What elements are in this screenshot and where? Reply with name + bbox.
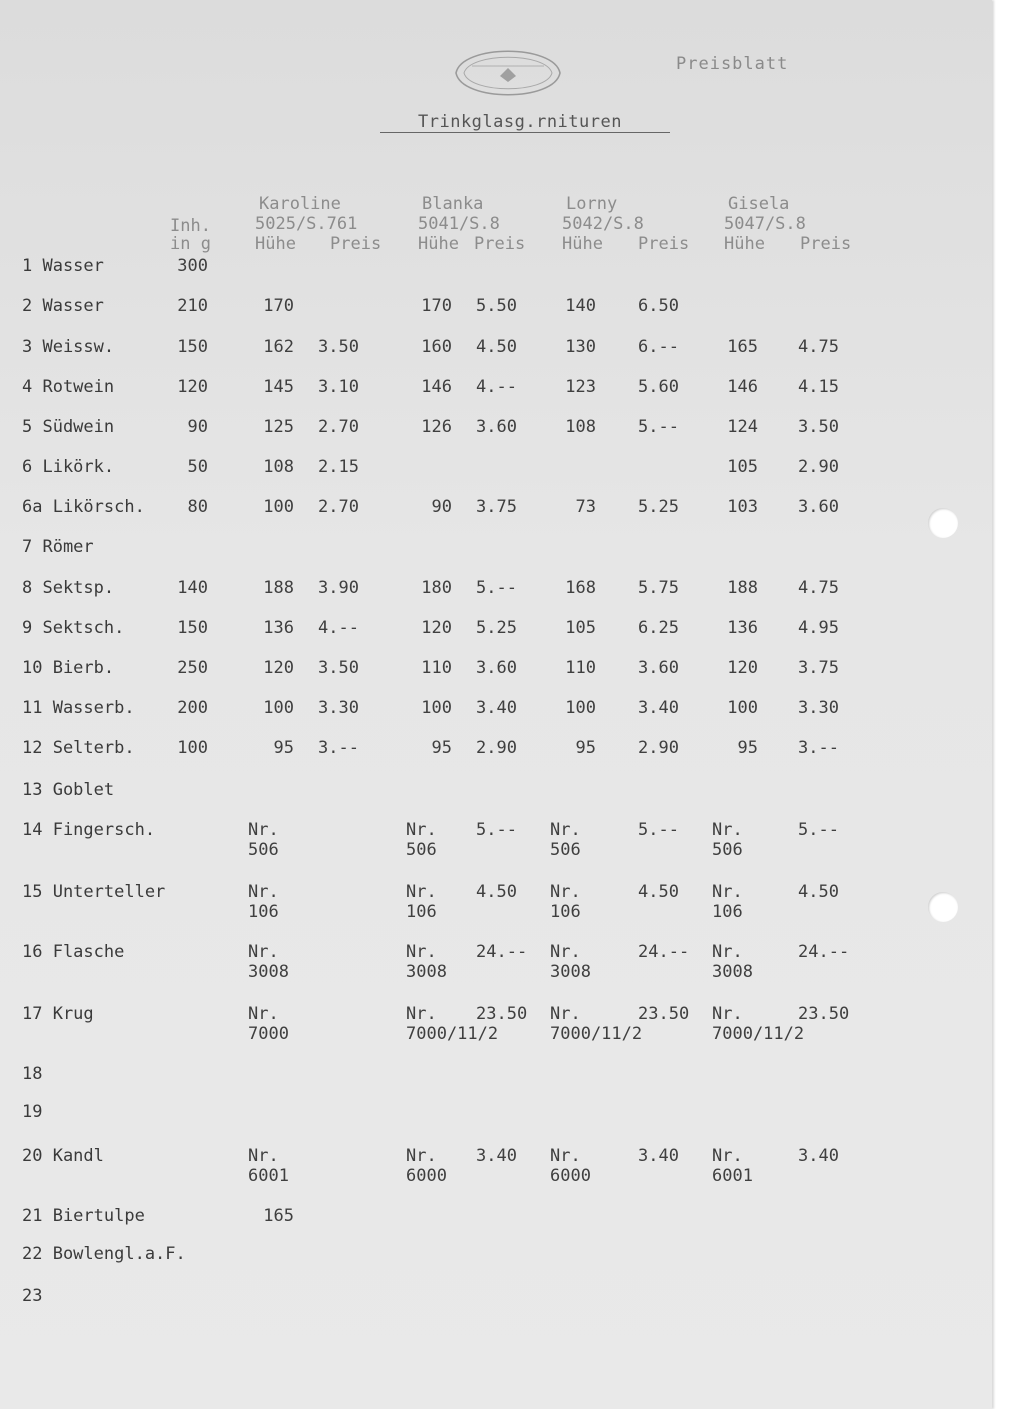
punch-hole-bottom: [928, 892, 958, 922]
row-label: 22 Bowlengl.a.F.: [22, 1244, 186, 1264]
row-label: 7 Römer: [22, 537, 94, 557]
preis-value: 4.50: [476, 337, 517, 357]
inh-value: 300: [177, 256, 208, 276]
group-name: Blanka: [422, 194, 484, 214]
preis-value: 3.50: [318, 658, 359, 678]
row-label: 4 Rotwein: [22, 377, 115, 397]
row-label: 20 Kandl: [22, 1146, 104, 1166]
row-label: 12 Selterb.: [22, 738, 135, 758]
preis-value: 5.25: [638, 497, 679, 517]
preis-value: 6.50: [638, 296, 679, 316]
hoehe-value: Nr. 506: [406, 820, 437, 860]
preis-value: 3.40: [638, 1146, 679, 1166]
hoehe-value: Nr. 6000: [406, 1146, 447, 1186]
preis-value: 3.40: [476, 1146, 517, 1166]
row-label: 1 Wasser: [22, 256, 104, 276]
hoehe-value: 126: [421, 417, 452, 437]
preis-value: 2.90: [798, 457, 839, 477]
row-label: 6 Likörk.: [22, 457, 115, 477]
preis-value: 5.--: [638, 820, 679, 840]
hoehe-value: Nr. 7000: [248, 1004, 289, 1044]
col-inh-unit: in g: [170, 234, 211, 254]
hoehe-value: 95: [737, 738, 758, 758]
preis-value: 2.90: [476, 738, 517, 758]
preis-value: 4.75: [798, 578, 839, 598]
hoehe-value: 90: [431, 497, 452, 517]
hoehe-value: 123: [565, 377, 596, 397]
preis-value: 24.--: [798, 942, 850, 962]
preis-value: 5.60: [638, 377, 679, 397]
row-label: 11 Wasserb.: [22, 698, 135, 718]
hoehe-value: 105: [565, 618, 596, 638]
preis-value: 3.30: [318, 698, 359, 718]
preis-value: 3.40: [638, 698, 679, 718]
preis-value: 3.60: [476, 658, 517, 678]
row-label: 5 Südwein: [22, 417, 115, 437]
hoehe-value: Nr. 106: [406, 882, 437, 922]
hoehe-value: 108: [565, 417, 596, 437]
sheet-label: Preisblatt: [676, 54, 789, 74]
preis-value: 2.15: [318, 457, 359, 477]
hoehe-value: 110: [421, 658, 452, 678]
hoehe-value: 103: [727, 497, 758, 517]
hoehe-value: 170: [263, 296, 294, 316]
col-hoehe-header: Hühe: [724, 234, 765, 254]
hoehe-value: 145: [263, 377, 294, 397]
preis-value: 3.75: [476, 497, 517, 517]
preis-value: 5.--: [638, 417, 679, 437]
inh-value: 50: [187, 457, 208, 477]
hoehe-value: Nr. 106: [550, 882, 581, 922]
preis-value: 5.75: [638, 578, 679, 598]
hoehe-value: Nr. 6001: [712, 1146, 753, 1186]
hoehe-value: 120: [263, 658, 294, 678]
preis-value: 3.90: [318, 578, 359, 598]
hoehe-value: 180: [421, 578, 452, 598]
hoehe-value: 108: [263, 457, 294, 477]
hoehe-value: 73: [575, 497, 596, 517]
preis-value: 24.--: [476, 942, 528, 962]
preis-value: 5.--: [798, 820, 839, 840]
preis-value: 3.50: [318, 337, 359, 357]
punch-hole-top: [928, 508, 958, 538]
preis-value: 2.90: [638, 738, 679, 758]
hoehe-value: 120: [727, 658, 758, 678]
hoehe-value: Nr. 3008: [550, 942, 591, 982]
hoehe-value: 140: [565, 296, 596, 316]
inh-value: 80: [187, 497, 208, 517]
hoehe-value: 95: [273, 738, 294, 758]
hoehe-value: Nr. 3008: [712, 942, 753, 982]
row-label: 6a Likörsch.: [22, 497, 145, 517]
group-name: Gisela: [728, 194, 790, 214]
preis-value: 4.--: [318, 618, 359, 638]
row-label: 8 Sektsp.: [22, 578, 115, 598]
hoehe-value: 160: [421, 337, 452, 357]
hoehe-value: 146: [421, 377, 452, 397]
preis-value: 3.--: [318, 738, 359, 758]
row-label: 2 Wasser: [22, 296, 104, 316]
col-preis-header: Preis: [474, 234, 526, 254]
preis-value: 4.--: [476, 377, 517, 397]
hoehe-value: 130: [565, 337, 596, 357]
col-hoehe-header: Hühe: [562, 234, 603, 254]
hoehe-value: Nr. 7000/11/2: [550, 1004, 643, 1044]
preis-value: 4.50: [638, 882, 679, 902]
hoehe-value: 95: [575, 738, 596, 758]
inh-value: 210: [177, 296, 208, 316]
hoehe-value: 105: [727, 457, 758, 477]
hoehe-value: 165: [263, 1206, 294, 1226]
hoehe-value: 100: [565, 698, 596, 718]
hoehe-value: 162: [263, 337, 294, 357]
hoehe-value: 170: [421, 296, 452, 316]
preis-value: 23.50: [638, 1004, 690, 1024]
preis-value: 23.50: [798, 1004, 850, 1024]
inh-value: 140: [177, 578, 208, 598]
inh-value: 90: [187, 417, 208, 437]
preis-value: 4.50: [476, 882, 517, 902]
preis-value: 3.40: [476, 698, 517, 718]
preis-value: 3.30: [798, 698, 839, 718]
hoehe-value: 100: [263, 497, 294, 517]
hoehe-value: 188: [263, 578, 294, 598]
preis-value: 4.95: [798, 618, 839, 638]
preis-value: 4.50: [798, 882, 839, 902]
group-name: Lorny: [566, 194, 618, 214]
hoehe-value: Nr. 6000: [550, 1146, 591, 1186]
row-label: 17 Krug: [22, 1004, 94, 1024]
preis-value: 3.--: [798, 738, 839, 758]
group-number: 5041/S.8: [418, 214, 500, 234]
row-label: 14 Fingersch.: [22, 820, 156, 840]
preis-value: 2.70: [318, 497, 359, 517]
preis-value: 5.--: [476, 820, 517, 840]
hoehe-value: 110: [565, 658, 596, 678]
hoehe-value: 188: [727, 578, 758, 598]
row-label: 18: [22, 1064, 43, 1084]
row-label: 19: [22, 1102, 43, 1122]
group-number: 5025/S.761: [255, 214, 358, 234]
preis-value: 2.70: [318, 417, 359, 437]
inh-value: 250: [177, 658, 208, 678]
inh-value: 120: [177, 377, 208, 397]
col-inh-header: Inh.: [170, 216, 211, 236]
hoehe-value: 100: [263, 698, 294, 718]
row-label: 13 Goblet: [22, 780, 115, 800]
preis-value: 3.60: [798, 497, 839, 517]
hoehe-value: Nr. 6001: [248, 1146, 289, 1186]
row-label: 3 Weissw.: [22, 337, 115, 357]
row-label: 9 Sektsch.: [22, 618, 125, 638]
preis-value: 3.40: [798, 1146, 839, 1166]
col-hoehe-header: Hühe: [255, 234, 296, 254]
col-preis-header: Preis: [330, 234, 382, 254]
hoehe-value: Nr. 506: [550, 820, 581, 860]
preis-value: 3.75: [798, 658, 839, 678]
preis-value: 3.60: [476, 417, 517, 437]
hoehe-value: 100: [421, 698, 452, 718]
hoehe-value: Nr. 7000/11/2: [406, 1004, 499, 1044]
group-name: Karoline: [259, 194, 341, 214]
row-label: 21 Biertulpe: [22, 1206, 145, 1226]
hoehe-value: Nr. 506: [712, 820, 743, 860]
preis-value: 5.25: [476, 618, 517, 638]
inh-value: 200: [177, 698, 208, 718]
col-hoehe-header: Hühe: [418, 234, 459, 254]
preis-value: 6.25: [638, 618, 679, 638]
group-number: 5042/S.8: [562, 214, 644, 234]
hoehe-value: 136: [263, 618, 294, 638]
row-label: 23: [22, 1286, 43, 1306]
hoehe-value: 100: [727, 698, 758, 718]
company-stamp-logo: [452, 40, 564, 106]
hoehe-value: 125: [263, 417, 294, 437]
row-label: 16 Flasche: [22, 942, 125, 962]
hoehe-value: 124: [727, 417, 758, 437]
preis-value: 4.15: [798, 377, 839, 397]
hoehe-value: 146: [727, 377, 758, 397]
preis-value: 5.--: [476, 578, 517, 598]
hoehe-value: Nr. 3008: [406, 942, 447, 982]
hoehe-value: 168: [565, 578, 596, 598]
preis-value: 6.--: [638, 337, 679, 357]
hoehe-value: 136: [727, 618, 758, 638]
hoehe-value: Nr. 506: [248, 820, 279, 860]
preis-value: 3.60: [638, 658, 679, 678]
row-label: 10 Bierb.: [22, 658, 115, 678]
row-label: 15 Unterteller: [22, 882, 166, 902]
inh-value: 150: [177, 337, 208, 357]
preis-value: 24.--: [638, 942, 690, 962]
hoehe-value: Nr. 7000/11/2: [712, 1004, 805, 1044]
preis-value: 3.50: [798, 417, 839, 437]
inh-value: 150: [177, 618, 208, 638]
title-underline: [380, 132, 670, 133]
preis-value: 3.10: [318, 377, 359, 397]
inh-value: 100: [177, 738, 208, 758]
hoehe-value: Nr. 106: [248, 882, 279, 922]
group-number: 5047/S.8: [724, 214, 806, 234]
preis-value: 23.50: [476, 1004, 528, 1024]
preis-value: 4.75: [798, 337, 839, 357]
hoehe-value: 165: [727, 337, 758, 357]
hoehe-value: 95: [431, 738, 452, 758]
hoehe-value: Nr. 106: [712, 882, 743, 922]
page-title: Trinkglasg.rnituren: [418, 112, 622, 132]
col-preis-header: Preis: [800, 234, 852, 254]
col-preis-header: Preis: [638, 234, 690, 254]
hoehe-value: Nr. 3008: [248, 942, 289, 982]
hoehe-value: 120: [421, 618, 452, 638]
preis-value: 5.50: [476, 296, 517, 316]
